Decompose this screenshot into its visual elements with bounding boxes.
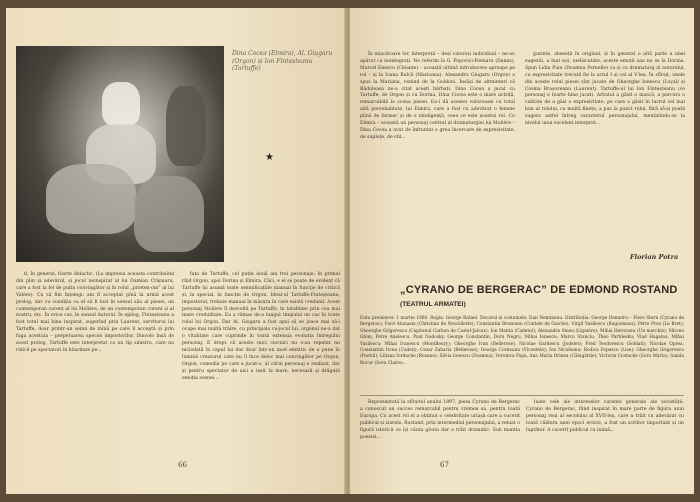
right-column-2: gurinte, absență în original, și în general o altă parte a unei sugestii, a luat noi, nediscutate, aceste emoții sau nu se la Dorina. Spun Lidia Puiu (Doamna Pernelle) ca și cu dramaturg al autorului, cu expresivitate trecută fie la actul I și cel al V-lea. În sfîrșit, unele din aceste rolul piesei sînt jucate de Gheorghe Ionescu (Loyal) și Cosma Brașoveanu (Laurent). Tartuffe-ul lui Ion Finteșteanu (ce personaj e foarte bine jucat). Artistul a găsit o mască, a parcurs o calitate de a găsi o expresivitate, pe care a găsit în lucrul cel mai bun al rolului, cu multă finețe, a pus la punct rolul, fără să-și poată sugera astfel întreg caracterul personajului, menținîndu-se la nivelul unui excelent interpret... — [525, 52, 685, 127]
photo-caption: Dina Cocea (Elmira), Al. Giugaru (Orgon) și Ion Finteșteanu (Tartuffe) — [232, 50, 333, 72]
left-column-1: ți, în general, foarte didactic. (La impresia aceasta contribuind din plin și adevărul, și jocul neinspirat al lui Damian Crîșmaru, care a fost la fel de puțin convingător și în rolul „prieten-om” al lui Valère). Ca să fim înțelegi: am fi acceptat pînă la urmă acest prolog, dar cu condiția ca el să fi fost în sensul său al piesei, un contemporan curent al lui Molière, de un contemporan curent și al nostru, etc. În orice caz, în sensul Autorul. În epilog, Finteșteanu a fost totul mai bine inspirat, sugerînd prin Laurent, servitorul lui Tartuffe, doar printr-un semn de mînă pe care îl acceptă și prin fuga acestuia – perpetuarea speciei impostorilor. Dincolo însă de acest prolog, Tartuffe este interpretat ca un tip sinistru, care nu ridică pe spectatori în hilaritate pe... — [16, 272, 174, 353]
right-lower-column-2: luate cele ale intereselor curente generale ale societății. Cyrano de Bergerac, fiind inspirat în mare parte de figura unui personaj real al secolului al XVII-lea, care a trăit cu adevărat cu toată căldura unei epoci eroice, a fost un scriitor important și un luptător. A cucerit publicul cu inimă... — [526, 400, 684, 433]
right-column-1: În mișcătoare lor, interpreții – deși valoroși individual – ne-au apărut ca neintegrați. Ne referim la G. Popovici-Poenaru (Damis), Marcel Enescu (Cléante) – această ultimă introducere aproape pe rol – și la Ioana Bulcă (Marioana). Alexandru Giugaru (Orgon) a spus la Mariana, venind de la Goldoni. Însăși de altminteri că Băduleasa ne-a citat acești bărbați. Dina Cocea a jucat cu Tartuffe, de Orgon și cu Dorina, Dina Cocea este o mare actriță, remarcabilă la scena piesei. Ea-i dă acestei valoroasei cu totul altă personalitate, lui Elmira, care a fost cu adevărat o femeie plină de farmec și de o inteligență, ceea ce este acestui rol. Cu Elmira – această un personaj central al dramaturgiei lui Molière – Dina Cocea a avut de înfruntat o grea încercare de expresivitate, de suplețe, de stil... — [360, 52, 515, 140]
right-page — [350, 8, 694, 494]
star-icon: ★ — [265, 152, 274, 163]
left-column-2: fața de Tartuffe, cel puțin două ani trei personaje: în primul rînd Orgon, apoi Dorina și Elmira. Căci, e el se poate de evident că Tartuffe își asumă toate semnificațiile manual în funcție de critică și, în special, în funcție de Orgon. Ideal-ul Tartuffe-Finteșteanu, impostorul, trebuie manual în măsura în care există credulul. Acest personaj Molière îl dezvoltă pe Tartuffe, în totalitate prin cea mai mare credulitate. Ea a rămas de-a lungul timpului un caz în toate rolul lui Orgon. Dar Al. Giugaru a fost apoi să se joace mai să-i ocupe mai multă trăire, cu principala cu-jocul lui, orgonul ne-a dat o vitalitate care cuprinde în toată extensia evoluția întregului personaj. E drept că aceste mici ciocniri nu s-au repetat nu niciodată în capul lui dar doar într-un mod emfatic de a pune în lumină creatorul care nu îl face deloc mai convingător pe Orgon. Orgon, comedia pe care a jucat-o, al cărui personaj e realizat, dar și pentru spectator de aici a ieșit la mare, necesară și drăguță emoția scenei... — [182, 272, 340, 381]
production-credits: Data premierei: 1 martie 1960. Regia: George Rafael. Decorul și costumele: Dan Nemțeanu. Distribuția: George Demetru – Piere Stern (Cyrano de Bergerac); Ford Atanasiu (Christian de Neuvillette); Constantin Brezeanu (Contele de Guiche); Virgil Vasilescu (Ragueneau); Petre Prus (Le Bret); Gheorghe Grigorescu (Capitanul Carbon de Castel-Jaloux); Ion Manta (Cadetul); Alexandru Smeu (Lignière); Mihai Herovanu (Un marchiz); Mircea Ghim, Petre Anelescu, Paul Nadosky, George Constantin, Doru Negru, Mihai Ionescu; Marcu Stanciu, Theo Partilesku; Vlad Hagelau, Mihai Vasilescu; Mihai Ivanescu (Montfleury); Gheorghe Ivan (Bellerose), Nicolae Gardescu (Jodelet); Fred Teodorescu (Soldati); Nicolae Oprea, Constantin Ircea (Cadeți); Cezar Zaharia (Bellerose); George Corneanu (Vicontele); Ion Nicoleanu; Rodica Popescu (Lise); Gheorghe Grigorescu (Poetul); Liliana Iordache (Roxane); Silvia Ionescu (Doamna), Veronica Popa, Ana Maria Drinea (Călugărițe); Victoria Costache (Sora Marta); Sanda Bucur (Sora Claire)... — [360, 316, 684, 366]
article-title: „CYRANO DE BERGERAC” DE EDMOND ROSTAND — [400, 284, 678, 296]
theatre-photo — [16, 46, 224, 262]
divider — [360, 395, 684, 396]
author-signature: Florian Potra — [630, 253, 679, 261]
left-page — [6, 8, 346, 494]
page-number-right: 67 — [440, 461, 449, 469]
page-number-left: 66 — [178, 461, 187, 469]
article-subtitle: (TEATRUL ARMATEI) — [400, 301, 466, 308]
right-lower-column-1: Reprezentată la sfîrșitul anului 1897, piesa Cyrano de Bergerac a cunoscut un succes remarcabil pentru vremea sa, pentru toată Europa. Cu acest rol el a obținut o celebritate uriașă care a cucerit publicul și ziarele. Rostand, prin intermediul personajului, a reluat o figură istorică ce își căuta gloria dar a trăit dramatic. Sub mantia poeziei... — [360, 400, 520, 440]
